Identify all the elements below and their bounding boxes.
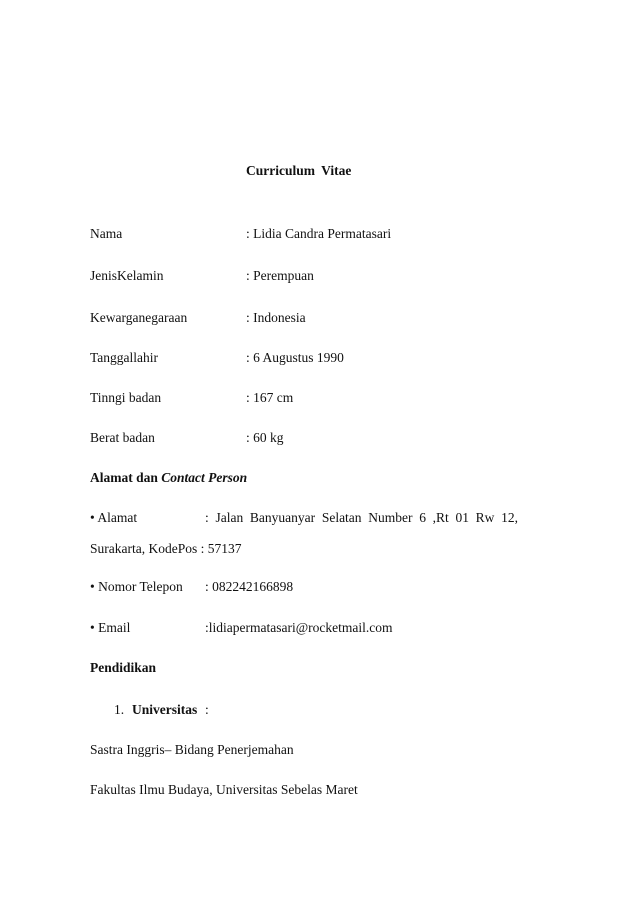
value-nomor-telepon: : 082242166898 bbox=[205, 579, 294, 594]
address-word: Banyuanyar bbox=[249, 510, 316, 525]
value-email: :lidiapermatasari@rocketmail.com bbox=[205, 620, 393, 635]
education-item-label: Universitas bbox=[132, 702, 198, 717]
label-kewarganegaraan: Kewarganegaraan bbox=[90, 310, 188, 325]
education-item-colon: : bbox=[205, 702, 209, 717]
label-nomor-telepon: • Nomor Telepon bbox=[90, 579, 183, 594]
label-alamat: • Alamat bbox=[90, 510, 138, 525]
education-heading: Pendidikan bbox=[90, 660, 157, 675]
label-tinggi-badan: Tinngi badan bbox=[90, 390, 162, 405]
value-tanggal-lahir: : 6 Augustus 1990 bbox=[246, 350, 344, 365]
education-line-1: Sastra Inggris– Bidang Penerjemahan bbox=[90, 742, 294, 757]
value-jenis-kelamin: : Perempuan bbox=[246, 268, 314, 283]
value-tinggi-badan: : 167 cm bbox=[246, 390, 294, 405]
address-word: 12, bbox=[501, 510, 518, 525]
address-word: : bbox=[205, 510, 209, 525]
value-kewarganegaraan: : Indonesia bbox=[246, 310, 306, 325]
value-berat-badan: : 60 kg bbox=[246, 430, 284, 445]
contact-heading-italic: Contact Person bbox=[161, 470, 248, 485]
address-line-1 bbox=[205, 510, 518, 526]
address-word: ,Rt bbox=[432, 510, 449, 525]
label-email: • Email bbox=[90, 620, 131, 635]
education-line-2: Fakultas Ilmu Budaya, Universitas Sebelas Maret bbox=[90, 782, 358, 797]
page-title: Curriculum Vitae bbox=[246, 163, 352, 178]
label-tanggal-lahir: Tanggallahir bbox=[90, 350, 159, 365]
contact-heading-prefix: Alamat dan bbox=[90, 470, 162, 485]
label-jenis-kelamin: JenisKelamin bbox=[90, 268, 164, 283]
address-word: Selatan bbox=[321, 510, 362, 525]
value-nama: : Lidia Candra Permatasari bbox=[246, 226, 392, 241]
address-word: 01 bbox=[455, 510, 469, 525]
label-berat-badan: Berat badan bbox=[90, 430, 155, 445]
education-item-number: 1. bbox=[114, 702, 125, 717]
label-nama: Nama bbox=[90, 226, 123, 241]
address-word: Number bbox=[368, 510, 413, 525]
address-word: 6 bbox=[419, 510, 426, 525]
address-word: Jalan bbox=[215, 510, 244, 525]
contact-heading bbox=[90, 470, 247, 486]
address-line-2: Surakarta, KodePos : 57137 bbox=[90, 541, 242, 556]
address-word: Rw bbox=[475, 510, 495, 525]
